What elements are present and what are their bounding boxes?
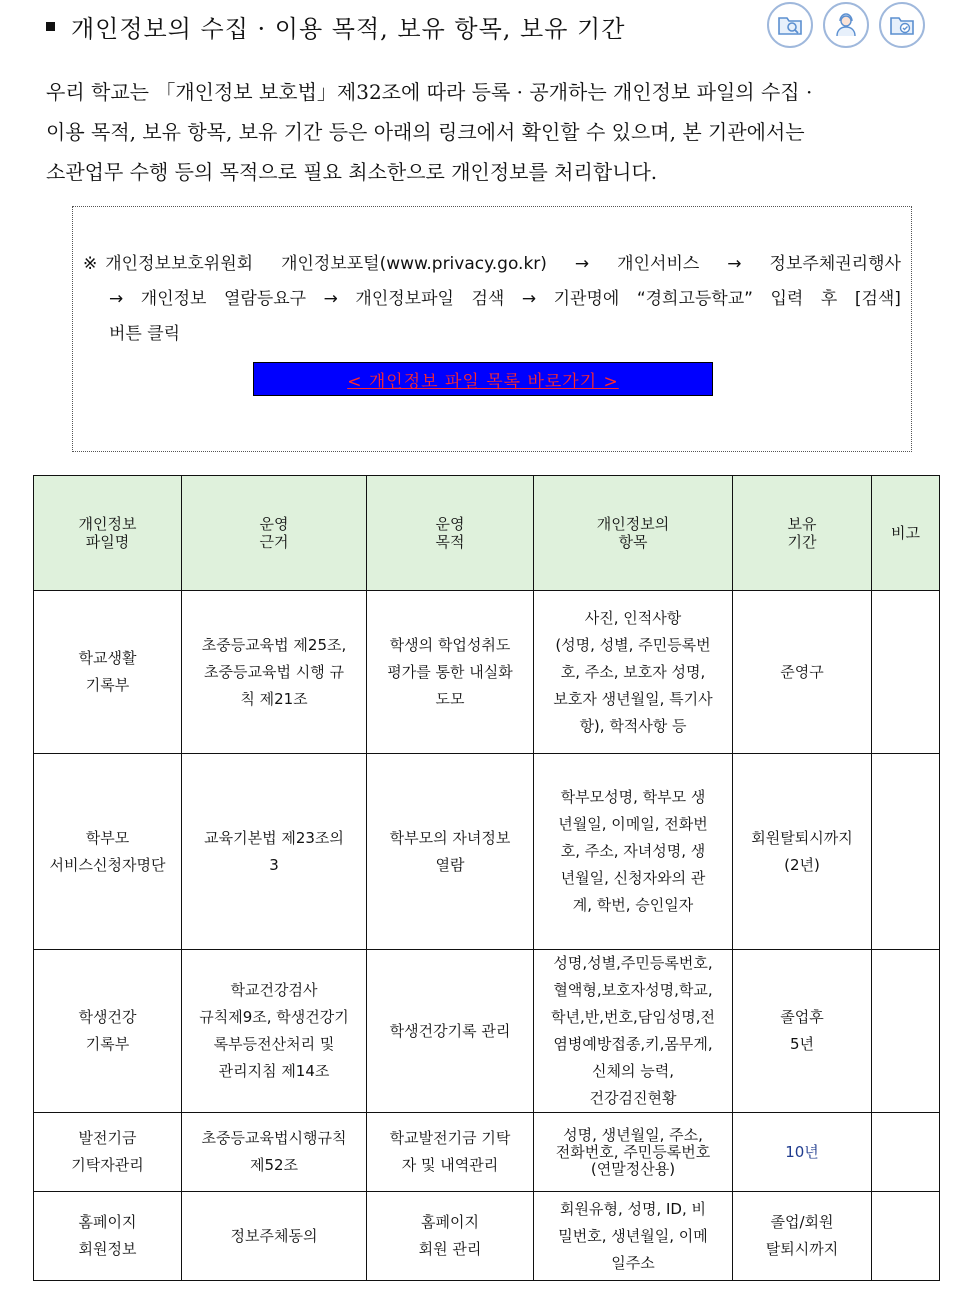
section-header xyxy=(46,6,625,46)
intro-line: 소관업무 수행 등의 목적으로 필요 최소한으로 개인정보를 처리합니다. xyxy=(46,160,658,184)
cell-retention: 졸업후 5년 xyxy=(733,950,872,1113)
cell-remarks xyxy=(872,950,940,1113)
cell-file-name: 학교생활 기록부 xyxy=(34,591,182,754)
section-title: 개인정보의 수집 · 이용 목적, 보유 항목, 보유 기간 xyxy=(71,14,626,43)
table-row xyxy=(34,591,940,754)
header-basis: 운영 근거 xyxy=(182,476,367,591)
header-file-name: 개인정보 파일명 xyxy=(34,476,182,591)
cell-remarks xyxy=(872,754,940,950)
cell-purpose: 학생의 학업성취도 평가를 통한 내실화 도모 xyxy=(367,591,534,754)
notice-line-1: ※ 개인정보보호위원회 개인정보포털(www.privacy.go.kr) → 개인서비스 → 정보주체권리행사 xyxy=(83,254,901,274)
cell-purpose: 홈페이지 회원 관리 xyxy=(367,1192,534,1281)
cell-file-name: 학생건강 기록부 xyxy=(34,950,182,1113)
link-label[interactable]: < 개인정보 파일 목록 바로가기 > xyxy=(347,371,619,392)
user-support-icon xyxy=(823,2,869,48)
intro-line: 이용 목적, 보유 항목, 보유 기간 등은 아래의 링크에서 확인할 수 있으며, 본 기관에서는 xyxy=(46,120,805,144)
square-bullet-icon xyxy=(46,22,55,31)
cell-items: 성명,성별,주민등록번호, 혈액형,보호자성명,학교, 학년,반,번호,담임성명,전 염병예방접종,키,몸무게, 신체의 능력, 건강검진현황 xyxy=(534,950,733,1113)
header-icons xyxy=(767,2,925,48)
table-row xyxy=(34,754,940,950)
cell-basis: 학교건강검사 규칙제9조, 학생건강기 록부등전산처리 및 관리지침 제14조 xyxy=(182,950,367,1113)
cell-file-name: 학부모 서비스신청자명단 xyxy=(34,754,182,950)
cell-purpose: 학생건강기록 관리 xyxy=(367,950,534,1113)
header-items: 개인정보의 항목 xyxy=(534,476,733,591)
notice-box xyxy=(72,206,912,452)
notice-line-2: → 개인정보 열람등요구 → 개인정보파일 검색 → 기관명에 “경희고등학교” 입력 후 [검색] xyxy=(109,289,901,309)
cell-items: 사진, 인적사항 (성명, 성별, 주민등록번 호, 주소, 보호자 성명, 보호자 생년월일, 특기사 항), 학적사항 등 xyxy=(534,591,733,754)
notice-line-3: 버튼 클릭 xyxy=(109,324,181,344)
table-row xyxy=(34,1113,940,1192)
cell-basis: 초중등교육법 제25조, 초중등교육법 시행 규 칙 제21조 xyxy=(182,591,367,754)
folder-search-icon xyxy=(767,2,813,48)
cell-items: 회원유형, 성명, ID, 비 밀번호, 생년월일, 이메 일주소 xyxy=(534,1192,733,1281)
cell-retention: 회원탈퇴시까지 (2년) xyxy=(733,754,872,950)
cell-remarks xyxy=(872,591,940,754)
cell-remarks xyxy=(872,1113,940,1192)
header-remarks: 비고 xyxy=(872,476,940,591)
cell-items: 학부모성명, 학부모 생 년월일, 이메일, 전화번 호, 주소, 자녀성명, 생 년월일, 신청자와의 관 계, 학번, 승인일자 xyxy=(534,754,733,950)
cell-purpose: 학부모의 자녀정보 열람 xyxy=(367,754,534,950)
cell-file-name: 발전기금 기탁자관리 xyxy=(34,1113,182,1192)
privacy-file-list-link[interactable] xyxy=(253,362,713,396)
notice-text xyxy=(83,247,901,352)
privacy-file-table xyxy=(33,475,940,1281)
cell-basis: 교육기본법 제23조의 3 xyxy=(182,754,367,950)
header-purpose: 운영 목적 xyxy=(367,476,534,591)
table-row xyxy=(34,950,940,1113)
cell-file-name: 홈페이지 회원정보 xyxy=(34,1192,182,1281)
table-header-row xyxy=(34,476,940,591)
reference-mark: ※ xyxy=(83,254,98,274)
table-row xyxy=(34,1192,940,1281)
cell-retention: 졸업/회원 탈퇴시까지 xyxy=(733,1192,872,1281)
header-retention: 보유 기간 xyxy=(733,476,872,591)
cell-basis: 초중등교육법시행규칙 제52조 xyxy=(182,1113,367,1192)
intro-paragraph xyxy=(46,72,941,192)
intro-line: 우리 학교는 「개인정보 보호법」제32조에 따라 등록 · 공개하는 개인정보 파일의 수집 · xyxy=(46,80,813,104)
folder-check-icon xyxy=(879,2,925,48)
cell-retention: 10년 xyxy=(733,1113,872,1192)
cell-items: 성명, 생년월일, 주소, 전화번호, 주민등록번호 (연말정산용) xyxy=(534,1113,733,1192)
cell-retention: 준영구 xyxy=(733,591,872,754)
cell-basis: 정보주체동의 xyxy=(182,1192,367,1281)
cell-purpose: 학교발전기금 기탁 자 및 내역관리 xyxy=(367,1113,534,1192)
cell-remarks xyxy=(872,1192,940,1281)
